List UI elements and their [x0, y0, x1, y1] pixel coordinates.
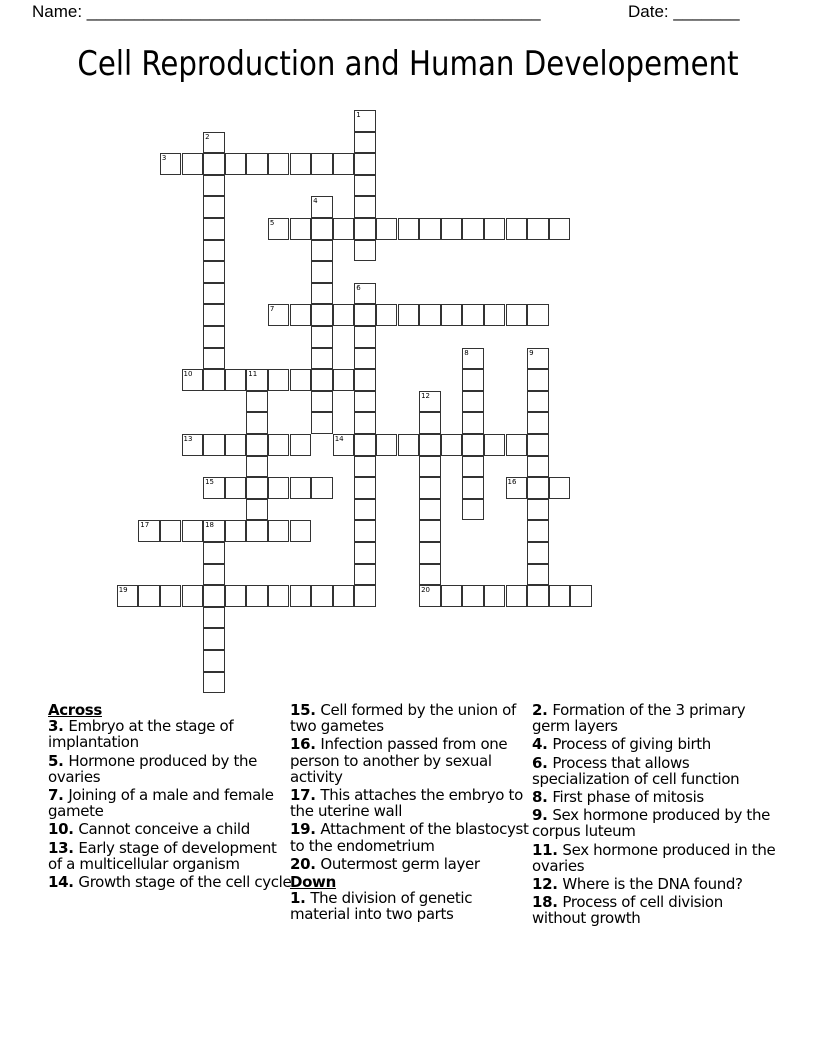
clue-text: Process of giving birth — [552, 735, 711, 754]
crossword-cell[interactable] — [376, 218, 398, 240]
down-heading: Down — [290, 873, 336, 892]
clue-number: 5 — [48, 751, 59, 770]
crossword-cell[interactable] — [419, 520, 441, 542]
clue-text: Early stage of development of a multicellular organism — [48, 838, 277, 873]
crossword-cell[interactable] — [354, 153, 376, 175]
clue-down-9 — [532, 807, 777, 839]
crossword-cell[interactable] — [527, 520, 549, 542]
cell-clue-number: 12 — [421, 391, 431, 400]
clue-number-dot: . — [68, 820, 79, 839]
crossword-cell[interactable] — [441, 434, 463, 456]
crossword-cell[interactable] — [225, 520, 247, 542]
clue-number: 1 — [290, 889, 301, 908]
crossword-cell[interactable] — [203, 650, 225, 672]
crossword-cell[interactable] — [354, 132, 376, 154]
crossword-cell[interactable] — [246, 499, 268, 521]
clue-across-14 — [48, 874, 293, 890]
clue-text: Sex hormone produced by the corpus luteum — [532, 806, 771, 841]
clue-text: Cannot conceive a child — [78, 820, 250, 839]
crossword-cell[interactable] — [527, 434, 549, 456]
clue-across-10 — [48, 821, 293, 837]
clue-text: Joining of a male and female gamete — [48, 786, 274, 821]
crossword-cell[interactable] — [398, 434, 420, 456]
clue-number: 18 — [532, 893, 553, 912]
crossword-cell[interactable] — [225, 153, 247, 175]
crossword-cell[interactable] — [484, 434, 506, 456]
crossword-cell[interactable] — [246, 477, 268, 499]
clue-number-dot: . — [300, 889, 311, 908]
crossword-cell[interactable] — [225, 585, 247, 607]
crossword-cell[interactable] — [203, 261, 225, 283]
page-title: Cell Reproduction and Human Developement — [77, 44, 739, 84]
clue-number: 12 — [532, 875, 553, 894]
crossword-cell[interactable] — [354, 585, 376, 607]
crossword-cell[interactable] — [419, 434, 441, 456]
crossword-cell[interactable] — [441, 585, 463, 607]
crossword-cell[interactable] — [354, 348, 376, 370]
crossword-cell[interactable] — [203, 542, 225, 564]
crossword-cell[interactable] — [527, 369, 549, 391]
crossword-cell[interactable] — [290, 520, 312, 542]
crossword-cell[interactable] — [462, 304, 484, 326]
cell-clue-number: 10 — [183, 370, 193, 379]
clue-number: 4 — [532, 735, 543, 754]
clue-down-12 — [532, 876, 777, 892]
crossword-cell[interactable] — [354, 196, 376, 218]
crossword-cell[interactable] — [203, 628, 225, 650]
crossword-cell[interactable] — [203, 477, 225, 499]
cell-clue-number: 19 — [118, 586, 128, 595]
crossword-cell[interactable] — [203, 175, 225, 197]
crossword-cell[interactable] — [311, 240, 333, 262]
clue-across-3 — [48, 718, 293, 750]
crossword-cell[interactable] — [484, 585, 506, 607]
crossword-cell[interactable] — [354, 520, 376, 542]
crossword-cell[interactable] — [203, 672, 225, 694]
clue-number-dot: . — [542, 788, 553, 807]
clue-number: 11 — [532, 840, 553, 859]
crossword-cell[interactable] — [462, 412, 484, 434]
crossword-cell[interactable] — [419, 499, 441, 521]
crossword-cell[interactable] — [484, 304, 506, 326]
cell-clue-number: 6 — [356, 283, 361, 292]
crossword-cell[interactable] — [268, 434, 290, 456]
crossword-cell[interactable] — [182, 585, 204, 607]
crossword-cell[interactable] — [527, 391, 549, 413]
crossword-cell[interactable] — [311, 585, 333, 607]
cell-clue-number: 3 — [161, 154, 167, 163]
crossword-cell[interactable] — [462, 218, 484, 240]
crossword-cell[interactable] — [268, 520, 290, 542]
crossword-cell[interactable] — [376, 434, 398, 456]
clue-number-dot: . — [542, 753, 553, 772]
crossword-cell[interactable] — [311, 412, 333, 434]
clue-text: Outermost germ layer — [320, 854, 480, 873]
crossword-cell[interactable] — [354, 240, 376, 262]
cell-clue-number: 11 — [248, 370, 258, 379]
crossword-cell[interactable] — [203, 348, 225, 370]
clue-number: 16 — [290, 735, 311, 754]
crossword-cell[interactable] — [311, 304, 333, 326]
clue-number-dot: . — [58, 717, 69, 736]
crossword-cell[interactable] — [225, 369, 247, 391]
crossword-cell[interactable] — [462, 391, 484, 413]
crossword-cell[interactable] — [527, 456, 549, 478]
crossword-cell[interactable] — [246, 520, 268, 542]
crossword-cell[interactable] — [484, 218, 506, 240]
crossword-cell[interactable] — [354, 326, 376, 348]
cell-clue-number: 15 — [205, 478, 215, 487]
crossword-cell[interactable] — [462, 434, 484, 456]
crossword-cell[interactable] — [333, 218, 355, 240]
crossword-cell[interactable] — [246, 412, 268, 434]
crossword-cell[interactable] — [203, 607, 225, 629]
crossword-cell[interactable] — [311, 283, 333, 305]
crossword-cell[interactable] — [138, 520, 160, 542]
clue-number: 19 — [290, 820, 311, 839]
crossword-cell[interactable] — [419, 304, 441, 326]
crossword-cell[interactable] — [160, 520, 182, 542]
clue-text: The division of genetic material into two parts — [290, 889, 473, 924]
crossword-cell[interactable] — [203, 326, 225, 348]
crossword-cell[interactable] — [354, 218, 376, 240]
clue-number: 17 — [290, 786, 311, 805]
clue-text: Hormone produced by the ovaries — [48, 751, 258, 786]
clue-number-dot: . — [542, 701, 553, 719]
cell-clue-number: 7 — [269, 305, 275, 314]
clue-down-8 — [532, 789, 777, 805]
clue-number: 10 — [48, 820, 69, 839]
clue-text: Cell formed by the union of two gametes — [290, 701, 516, 736]
cell-clue-number: 13 — [183, 435, 193, 443]
clue-across-7 — [48, 787, 293, 819]
crossword-cell[interactable] — [311, 391, 333, 413]
clue-number: 9 — [532, 806, 543, 825]
crossword-cell[interactable] — [506, 585, 528, 607]
crossword-cell[interactable] — [333, 304, 355, 326]
crossword-cell[interactable] — [462, 499, 484, 521]
crossword-cell[interactable] — [419, 477, 441, 499]
clue-down-11 — [532, 842, 777, 874]
crossword-cell[interactable] — [182, 153, 204, 175]
crossword-cell[interactable] — [419, 564, 441, 586]
clue-number: 8 — [532, 788, 543, 807]
cell-clue-number: 8 — [464, 348, 469, 357]
crossword-cell[interactable] — [203, 520, 225, 542]
crossword-cell[interactable] — [225, 477, 247, 499]
crossword-cell[interactable] — [268, 153, 290, 175]
crossword-cell[interactable] — [354, 175, 376, 197]
crossword-cell[interactable] — [354, 456, 376, 478]
clue-number: 14 — [48, 873, 69, 892]
crossword-cell[interactable] — [203, 585, 225, 607]
cell-clue-number: 2 — [205, 132, 210, 141]
crossword-cell[interactable] — [268, 477, 290, 499]
crossword-cell[interactable] — [203, 196, 225, 218]
crossword-cell[interactable] — [354, 283, 376, 305]
clue-text: Process that allows specialization of cell function — [532, 753, 740, 788]
crossword-cell[interactable] — [290, 304, 312, 326]
crossword-cell[interactable] — [398, 304, 420, 326]
crossword-cell[interactable] — [527, 304, 549, 326]
crossword-cell[interactable] — [419, 391, 441, 413]
clue-number: 15 — [290, 701, 311, 719]
cell-clue-number: 9 — [529, 348, 534, 357]
crossword-cell[interactable] — [268, 304, 290, 326]
crossword-cell[interactable] — [246, 585, 268, 607]
crossword-cell[interactable] — [246, 434, 268, 456]
crossword-cell[interactable] — [398, 218, 420, 240]
crossword-cell[interactable] — [203, 564, 225, 586]
crossword-cell[interactable] — [290, 153, 312, 175]
crossword-cell[interactable] — [160, 153, 182, 175]
crossword-cell[interactable] — [268, 585, 290, 607]
crossword-cell[interactable] — [203, 240, 225, 262]
clue-number: 3 — [48, 717, 59, 736]
crossword-cell[interactable] — [117, 585, 139, 607]
crossword-cell[interactable] — [462, 369, 484, 391]
crossword-cell[interactable] — [203, 218, 225, 240]
clue-number-dot: . — [542, 735, 553, 754]
crossword-cell[interactable] — [246, 456, 268, 478]
clue-down-1 — [290, 890, 535, 922]
clue-number-dot: . — [310, 786, 321, 805]
crossword-cell[interactable] — [311, 326, 333, 348]
crossword-cell[interactable] — [354, 542, 376, 564]
crossword-cell[interactable] — [549, 477, 571, 499]
crossword-cell[interactable] — [419, 585, 441, 607]
crossword-cell[interactable] — [354, 369, 376, 391]
crossword-cell[interactable] — [203, 369, 225, 391]
clue-across-15 — [290, 702, 535, 734]
cell-clue-number: 1 — [356, 111, 361, 119]
clue-text: Formation of the 3 primary germ layers — [532, 701, 746, 736]
crossword-cell[interactable] — [506, 304, 528, 326]
crossword-cell[interactable] — [138, 585, 160, 607]
crossword-cell[interactable] — [268, 369, 290, 391]
clue-number-dot: . — [552, 893, 563, 912]
clue-number: 6 — [532, 753, 543, 772]
crossword-cell[interactable] — [290, 585, 312, 607]
crossword-cell[interactable] — [527, 477, 549, 499]
clue-text: Growth stage of the cell cycle — [78, 873, 292, 892]
crossword-cell[interactable] — [290, 477, 312, 499]
crossword-cell[interactable] — [354, 499, 376, 521]
clue-number-dot: . — [552, 875, 563, 894]
crossword-cell[interactable] — [311, 196, 333, 218]
crossword-cell[interactable] — [333, 369, 355, 391]
clue-number: 20 — [290, 854, 311, 873]
clue-number-dot: . — [68, 838, 79, 857]
crossword-cell[interactable] — [527, 564, 549, 586]
crossword-cell[interactable] — [311, 369, 333, 391]
crossword-cell[interactable] — [246, 391, 268, 413]
crossword-cell[interactable] — [182, 520, 204, 542]
clue-text: This attaches the embryo to the uterine wall — [290, 786, 523, 821]
crossword-cell[interactable] — [419, 456, 441, 478]
crossword-cell[interactable] — [311, 218, 333, 240]
crossword-cell[interactable] — [527, 585, 549, 607]
crossword-cell[interactable] — [290, 218, 312, 240]
clue-down-18 — [532, 894, 777, 926]
clue-down-4 — [532, 736, 777, 752]
crossword-cell[interactable] — [160, 585, 182, 607]
clue-number-dot: . — [310, 820, 321, 839]
crossword-cell[interactable] — [246, 153, 268, 175]
crossword-cell[interactable] — [203, 304, 225, 326]
crossword-cell[interactable] — [570, 585, 592, 607]
clue-text: Infection passed from one person to another by sexual activity — [290, 735, 508, 786]
clue-across-13 — [48, 840, 293, 872]
clue-column-2 — [290, 702, 535, 925]
crossword-cell[interactable] — [182, 434, 204, 456]
crossword-cell[interactable] — [203, 132, 225, 154]
crossword-cell[interactable] — [419, 218, 441, 240]
clue-number-dot: . — [58, 751, 69, 770]
crossword-cell[interactable] — [203, 283, 225, 305]
cell-clue-number: 20 — [421, 586, 431, 595]
crossword-cell[interactable] — [527, 412, 549, 434]
clue-across-20 — [290, 856, 535, 872]
crossword-cell[interactable] — [354, 110, 376, 132]
crossword-cell[interactable] — [203, 434, 225, 456]
clue-text: Attachment of the blastocyst to the endometrium — [290, 820, 529, 855]
crossword-cell[interactable] — [441, 304, 463, 326]
crossword-cell[interactable] — [203, 153, 225, 175]
crossword-cell[interactable] — [290, 369, 312, 391]
date-field[interactable]: Date: _______ — [628, 2, 740, 21]
crossword-cell[interactable] — [462, 456, 484, 478]
clue-number-dot: . — [310, 854, 321, 873]
cell-clue-number: 14 — [334, 435, 344, 443]
crossword-cell[interactable] — [311, 261, 333, 283]
crossword-cell[interactable] — [441, 218, 463, 240]
crossword-cell[interactable] — [333, 585, 355, 607]
clue-number-dot: . — [310, 735, 321, 754]
clue-number-dot: . — [58, 786, 69, 805]
crossword-cell[interactable] — [549, 585, 571, 607]
crossword-cell[interactable] — [527, 542, 549, 564]
clue-text: Process of cell division without growth — [532, 893, 723, 928]
crossword-cell[interactable] — [311, 153, 333, 175]
crossword-cell[interactable] — [311, 477, 333, 499]
crossword-cell[interactable] — [419, 542, 441, 564]
clue-column-1 — [48, 702, 293, 892]
cell-clue-number: 4 — [313, 197, 318, 206]
crossword-cell[interactable] — [290, 434, 312, 456]
crossword-cell[interactable] — [333, 434, 355, 456]
clue-text: Where is the DNA found? — [562, 875, 743, 894]
clue-number: 7 — [48, 786, 59, 805]
crossword-cell[interactable] — [462, 477, 484, 499]
clue-across-17 — [290, 787, 535, 819]
clue-down-2 — [532, 702, 777, 734]
cell-clue-number: 16 — [507, 478, 517, 487]
crossword-cell[interactable] — [333, 153, 355, 175]
clue-number-dot: . — [310, 701, 321, 719]
crossword-cell[interactable] — [354, 412, 376, 434]
crossword-cell[interactable] — [182, 369, 204, 391]
clue-text: Sex hormone produced in the ovaries — [532, 840, 776, 875]
crossword-cell[interactable] — [354, 304, 376, 326]
crossword-cell[interactable] — [462, 585, 484, 607]
crossword-cell[interactable] — [527, 499, 549, 521]
crossword-cell[interactable] — [225, 434, 247, 456]
crossword-cell[interactable] — [354, 434, 376, 456]
cell-clue-number: 5 — [269, 219, 275, 227]
crossword-cell[interactable] — [549, 218, 571, 240]
clue-number: 13 — [48, 838, 69, 857]
cell-clue-number: 18 — [205, 521, 215, 530]
crossword-cell[interactable] — [462, 348, 484, 370]
crossword-cell[interactable] — [506, 434, 528, 456]
crossword-cell[interactable] — [354, 477, 376, 499]
crossword-cell[interactable] — [506, 477, 528, 499]
crossword-cell[interactable] — [311, 348, 333, 370]
clue-number: 2 — [532, 701, 543, 719]
clue-text: First phase of mitosis — [552, 788, 704, 807]
crossword-cell[interactable] — [527, 348, 549, 370]
clue-number-dot: . — [68, 873, 79, 892]
clue-number-dot: . — [542, 806, 553, 825]
across-heading: Across — [48, 701, 102, 719]
cell-clue-number: 17 — [140, 521, 150, 530]
clue-column-3 — [532, 702, 777, 929]
crossword-cell[interactable] — [419, 412, 441, 434]
crossword-cell[interactable] — [506, 218, 528, 240]
name-field[interactable]: Name: ________________________________________________ — [32, 2, 541, 21]
crossword-cell[interactable] — [246, 369, 268, 391]
crossword-cell[interactable] — [376, 304, 398, 326]
clue-across-5 — [48, 753, 293, 785]
crossword-cell[interactable] — [527, 218, 549, 240]
crossword-cell[interactable] — [268, 218, 290, 240]
clue-across-19 — [290, 821, 535, 853]
clue-text: Embryo at the stage of implantation — [48, 717, 234, 752]
clue-number-dot: . — [552, 840, 563, 859]
clue-across-16 — [290, 736, 535, 785]
crossword-cell[interactable] — [354, 564, 376, 586]
clue-down-6 — [532, 755, 777, 787]
crossword-cell[interactable] — [354, 391, 376, 413]
